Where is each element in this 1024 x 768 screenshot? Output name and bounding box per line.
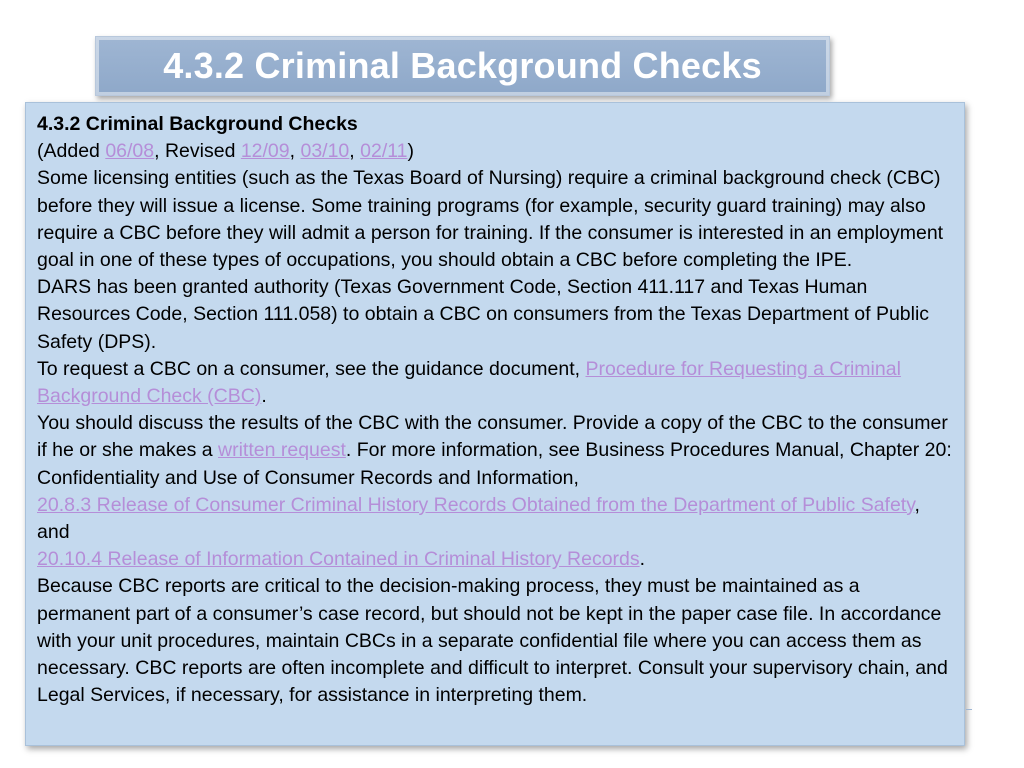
content-panel [25,102,965,746]
release-dps-link[interactable]: 20.8.3 Release of Consumer Criminal History Records Obtained from the Department of Public Safety [37,493,915,516]
separator: , [289,140,301,163]
written-request-link[interactable]: written request [218,439,346,462]
procedure-link[interactable]: Procedure for Requesting a Criminal Background Check (CBC) [37,357,901,408]
slide-edge-mark [966,709,972,710]
release-info-paragraph [37,546,954,573]
revised-date-link-1[interactable]: 12/09 [240,140,290,163]
revised-label: , Revised [154,140,241,163]
revision-history [37,138,954,165]
authority-paragraph: DARS has been granted authority (Texas Government Code, Section 411.117 and Texas Human Resources Code, Section 111.058) to obtain a CBC on consumers from the Texas Department of Public Safety (DPS). [37,276,930,353]
separator: , [349,140,361,163]
request-end: . [261,385,267,408]
revision-prefix: (Added [37,140,106,163]
slide-title: 4.3.2 Criminal Background Checks [163,45,762,86]
request-text: To request a CBC on a consumer, see the guidance document, [37,357,586,380]
licensing-paragraph: Some licensing entities (such as the Texas Board of Nursing) require a criminal background check (CBC) before they will issue a license. Some training programs (for example, security guard training) may also require a CBC before they will admit a person for training. If the consumer is interested in an employment goal in one of these types of occupations, you should obtain a CBC before completing the IPE. [37,167,944,272]
added-date-link[interactable]: 06/08 [105,140,155,163]
revised-date-link-3[interactable]: 02/11 [360,140,408,163]
release-info-end: . [639,548,646,571]
revised-date-link-2[interactable]: 03/10 [300,140,350,163]
release-info-link[interactable]: 20.10.4 Release of Information Contained in Criminal History Records [37,548,640,571]
revision-suffix: ) [407,140,414,163]
discuss-text-1: You should discuss the results of the CBC with the consumer. Provide a copy of the CBC to the consumer if he or she makes a [37,412,948,462]
maintenance-paragraph: Because CBC reports are critical to the decision-making process, they must be maintained as a permanent part of a consumer’s case record, but should not be kept in the paper case file. In accordance with your unit procedures, maintain CBCs in a separate confidential file where you can access them as necessary. CBC reports are often incomplete and difficult to interpret. Consult your supervisory chain, and Legal Services, if necessary, for assistance in interpreting them. [37,575,948,707]
slide-title-banner [95,36,830,96]
and-text: , and [37,493,920,544]
section-heading: 4.3.2 Criminal Background Checks [37,113,358,135]
request-paragraph [37,356,954,410]
release-dps-paragraph [37,492,954,546]
discuss-text-2: . For more information, see Business Procedures Manual, Chapter 20: Confidentiality and Use of Consumer Records and Information, [37,439,952,489]
discuss-paragraph [37,410,954,492]
